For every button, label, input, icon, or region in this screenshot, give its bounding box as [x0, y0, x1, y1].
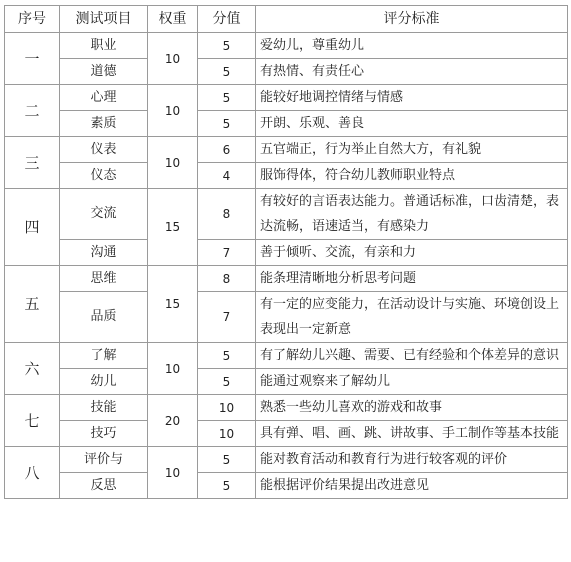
item-standard: 能较好地调控情绪与情感	[256, 85, 568, 111]
item-score: 5	[198, 59, 256, 85]
table-row	[5, 137, 568, 163]
group-index: 五	[5, 266, 60, 343]
item-score: 5	[198, 473, 256, 499]
item-name: 评价与	[60, 447, 148, 473]
header-standard: 评分标准	[256, 6, 568, 33]
table-row	[5, 111, 568, 137]
item-name: 交流	[60, 189, 148, 240]
item-name: 品质	[60, 292, 148, 343]
header-weight: 权重	[148, 6, 198, 33]
table-row	[5, 85, 568, 111]
header-score: 分值	[198, 6, 256, 33]
item-name: 仪态	[60, 163, 148, 189]
item-name: 道德	[60, 59, 148, 85]
item-standard: 能通过观察来了解幼儿	[256, 369, 568, 395]
item-name: 了解	[60, 343, 148, 369]
item-name: 素质	[60, 111, 148, 137]
item-name: 思维	[60, 266, 148, 292]
group-index: 七	[5, 395, 60, 447]
item-score: 5	[198, 111, 256, 137]
item-standard: 能条理清晰地分析思考问题	[256, 266, 568, 292]
item-score: 10	[198, 421, 256, 447]
group-index: 一	[5, 33, 60, 85]
item-standard: 有较好的言语表达能力。普通话标准，口齿清楚，表达流畅，语速适当，有感染力	[256, 189, 568, 240]
item-score: 8	[198, 266, 256, 292]
item-name: 职业	[60, 33, 148, 59]
item-standard: 有一定的应变能力，在活动设计与实施、环境创设上表现出一定新意	[256, 292, 568, 343]
item-name: 仪表	[60, 137, 148, 163]
group-weight: 20	[148, 395, 198, 447]
group-weight: 10	[148, 33, 198, 85]
item-score: 8	[198, 189, 256, 240]
item-standard: 熟悉一些幼儿喜欢的游戏和故事	[256, 395, 568, 421]
group-weight: 10	[148, 343, 198, 395]
group-weight: 10	[148, 137, 198, 189]
table-row	[5, 189, 568, 240]
table-row	[5, 266, 568, 292]
group-index: 八	[5, 447, 60, 499]
table-row	[5, 395, 568, 421]
item-name: 沟通	[60, 240, 148, 266]
group-index: 二	[5, 85, 60, 137]
item-standard: 善于倾听、交流，有亲和力	[256, 240, 568, 266]
item-score: 7	[198, 292, 256, 343]
group-index: 三	[5, 137, 60, 189]
item-score: 7	[198, 240, 256, 266]
item-score: 6	[198, 137, 256, 163]
header-row	[5, 6, 568, 33]
item-standard: 服饰得体，符合幼儿教师职业特点	[256, 163, 568, 189]
item-name: 技能	[60, 395, 148, 421]
item-standard: 爱幼儿，尊重幼儿	[256, 33, 568, 59]
group-index: 六	[5, 343, 60, 395]
table-row	[5, 421, 568, 447]
item-standard: 有热情、有责任心	[256, 59, 568, 85]
item-standard: 开朗、乐观、善良	[256, 111, 568, 137]
item-standard: 有了解幼儿兴趣、需要、已有经验和个体差异的意识	[256, 343, 568, 369]
table-row	[5, 163, 568, 189]
item-score: 5	[198, 33, 256, 59]
item-standard: 具有弹、唱、画、跳、讲故事、手工制作等基本技能	[256, 421, 568, 447]
item-score: 10	[198, 395, 256, 421]
header-index: 序号	[5, 6, 60, 33]
item-score: 5	[198, 343, 256, 369]
group-weight: 15	[148, 266, 198, 343]
group-weight: 10	[148, 85, 198, 137]
item-score: 5	[198, 369, 256, 395]
group-weight: 10	[148, 447, 198, 499]
item-score: 5	[198, 447, 256, 473]
item-name: 幼儿	[60, 369, 148, 395]
table-row	[5, 343, 568, 369]
table-row	[5, 33, 568, 59]
item-score: 4	[198, 163, 256, 189]
item-name: 技巧	[60, 421, 148, 447]
table-row	[5, 473, 568, 499]
item-score: 5	[198, 85, 256, 111]
group-weight: 15	[148, 189, 198, 266]
table-row	[5, 369, 568, 395]
item-standard: 能根据评价结果提出改进意见	[256, 473, 568, 499]
table-row	[5, 292, 568, 343]
table-row	[5, 447, 568, 473]
table-row	[5, 59, 568, 85]
header-item: 测试项目	[60, 6, 148, 33]
item-standard: 能对教育活动和教育行为进行较客观的评价	[256, 447, 568, 473]
table-row	[5, 240, 568, 266]
item-name: 反思	[60, 473, 148, 499]
item-name: 心理	[60, 85, 148, 111]
scoring-table	[4, 5, 568, 499]
group-index: 四	[5, 189, 60, 266]
item-standard: 五官端正，行为举止自然大方，有礼貌	[256, 137, 568, 163]
